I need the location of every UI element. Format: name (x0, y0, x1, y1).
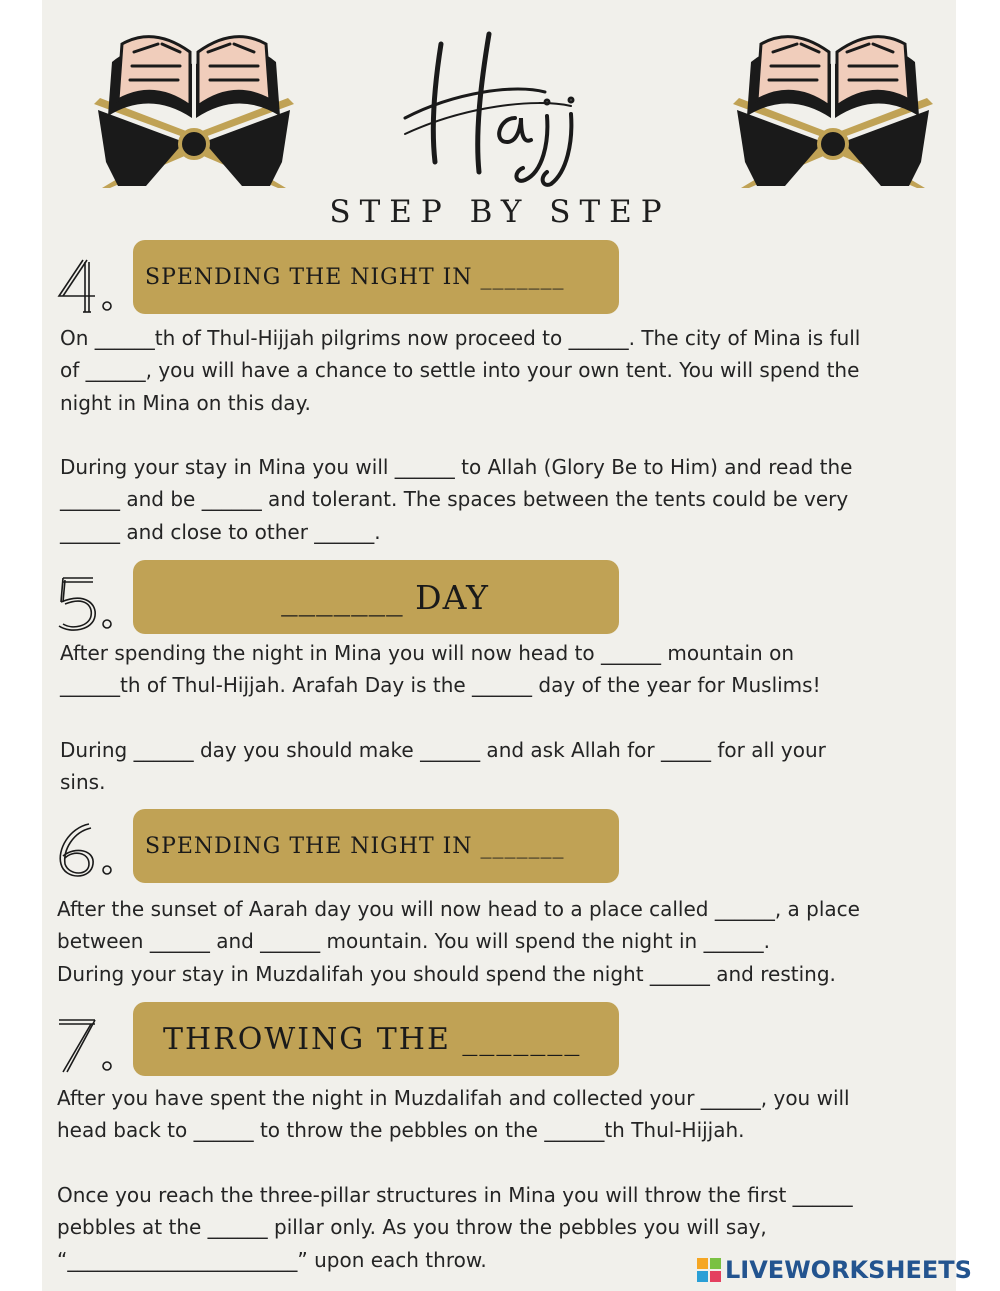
step-number (55, 574, 117, 636)
text-line: Once you reach the three-pillar structures in Mina you will throw the first ______ (57, 1183, 853, 1207)
text-line: During your stay in Muzdalifah you should spend the night ______ and resting. (57, 961, 836, 986)
page-title (395, 22, 605, 197)
section-paragraph (57, 893, 942, 990)
text-line: On ______th of Thul-Hijjah pilgrims now proceed to ______. The city of Mina is full (60, 326, 861, 350)
page-subtitle: STEP BY STEP (329, 194, 671, 230)
step-number-text: 4. (55, 256, 56, 257)
open-book-icon (88, 22, 300, 190)
text-line: During ______ day you should make ______ and ask Allah for _____ for all your (60, 738, 826, 762)
liveworksheets-logo-icon (697, 1258, 721, 1282)
text-line: sins. (60, 770, 106, 795)
text-line: “_______________________” upon each throw. (57, 1247, 487, 1272)
text-line: head back to ______ to throw the pebbles on the ______th Thul-Hijjah. (57, 1118, 745, 1143)
text-line: After the sunset of Aarah day you will now head to a place called ______, a place (57, 897, 860, 921)
text-line: night in Mina on this day. (60, 390, 311, 415)
step-number (55, 256, 117, 318)
section-paragraph (60, 637, 945, 702)
text-line: pebbles at the ______ pillar only. As you throw the pebbles you will say, (57, 1215, 767, 1240)
step-number (55, 1016, 117, 1078)
text-line: ______ and be ______ and tolerant. The spaces between the tents could be very (60, 487, 849, 512)
text-line: After you have spent the night in Muzdalifah and collected your ______, you will (57, 1086, 850, 1110)
text-line: between ______ and ______ mountain. You will spend the night in ______. (57, 929, 770, 954)
section-heading-banner: SPENDING THE NIGHT IN _______ (133, 809, 619, 883)
section-paragraph (60, 322, 945, 419)
logo-text: LIVEWORKSHEETS (725, 1256, 972, 1284)
text-line: After spending the night in Mina you will now head to ______ mountain on (60, 641, 795, 665)
liveworksheets-logo[interactable] (697, 1254, 972, 1286)
section-paragraph (60, 734, 945, 799)
step-number-text: 7. (55, 1016, 56, 1017)
section-heading-banner: _______ DAY (133, 560, 619, 634)
text-line: During your stay in Mina you will ______ to Allah (Glory Be to Him) and read the (60, 455, 853, 479)
section-paragraph (60, 451, 945, 548)
text-line: of ______, you will have a chance to settle into your own tent. You will spend the (60, 358, 860, 383)
section-heading-banner: THROWING THE _______ (133, 1002, 619, 1076)
open-book-icon (727, 22, 939, 190)
step-number (55, 820, 117, 882)
text-line: ______th of Thul-Hijjah. Arafah Day is the ______ day of the year for Muslims! (60, 673, 821, 698)
section-heading-banner: SPENDING THE NIGHT IN _______ (133, 240, 619, 314)
section-paragraph (57, 1082, 942, 1147)
step-number-text: 5. (55, 574, 56, 575)
text-line: ______ and close to other ______. (60, 519, 381, 544)
step-number-text: 6. (55, 820, 56, 821)
